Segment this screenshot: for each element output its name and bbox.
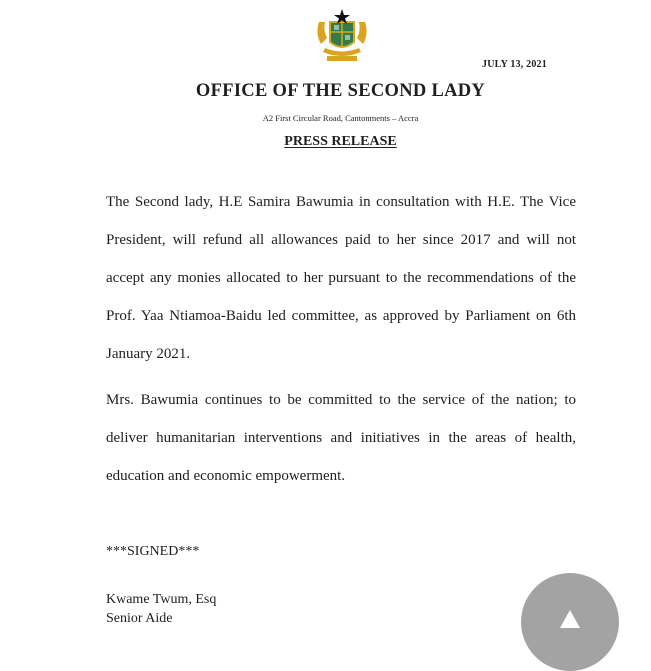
press-release-heading-wrap — [0, 132, 651, 150]
body-paragraph-2: Mrs. Bawumia continues to be committed to the service of the nation; to deliver humanitarian interventions and initiatives in the areas of health, education and economic empowerment. — [106, 392, 576, 484]
press-release-heading: PRESS RELEASE — [284, 134, 397, 149]
scroll-to-top-button[interactable] — [521, 573, 619, 671]
release-date: JULY 13, 2021 — [482, 59, 547, 70]
triangle-up-icon — [559, 609, 581, 629]
office-address: A2 First Circular Road, Cantonments – Accra — [262, 113, 419, 123]
signature-block — [106, 590, 216, 628]
signer-title: Senior Aide — [106, 611, 173, 626]
signer-name: Kwame Twum, Esq — [106, 592, 217, 607]
coat-of-arms-icon — [313, 8, 371, 66]
office-title: OFFICE OF THE SECOND LADY — [195, 81, 486, 101]
signed-line: ***SIGNED*** — [106, 544, 200, 559]
body-paragraph-1: The Second lady, H.E Samira Bawumia in consultation with H.E. The Vice President, will refund all allowances paid to her since 2017 and will not accept any monies allocated to her pursuant to the recommendations of the Prof. Yaa Ntiamoa-Baidu led committee, as approved by Parliament on 6th January 2021. — [106, 194, 576, 362]
